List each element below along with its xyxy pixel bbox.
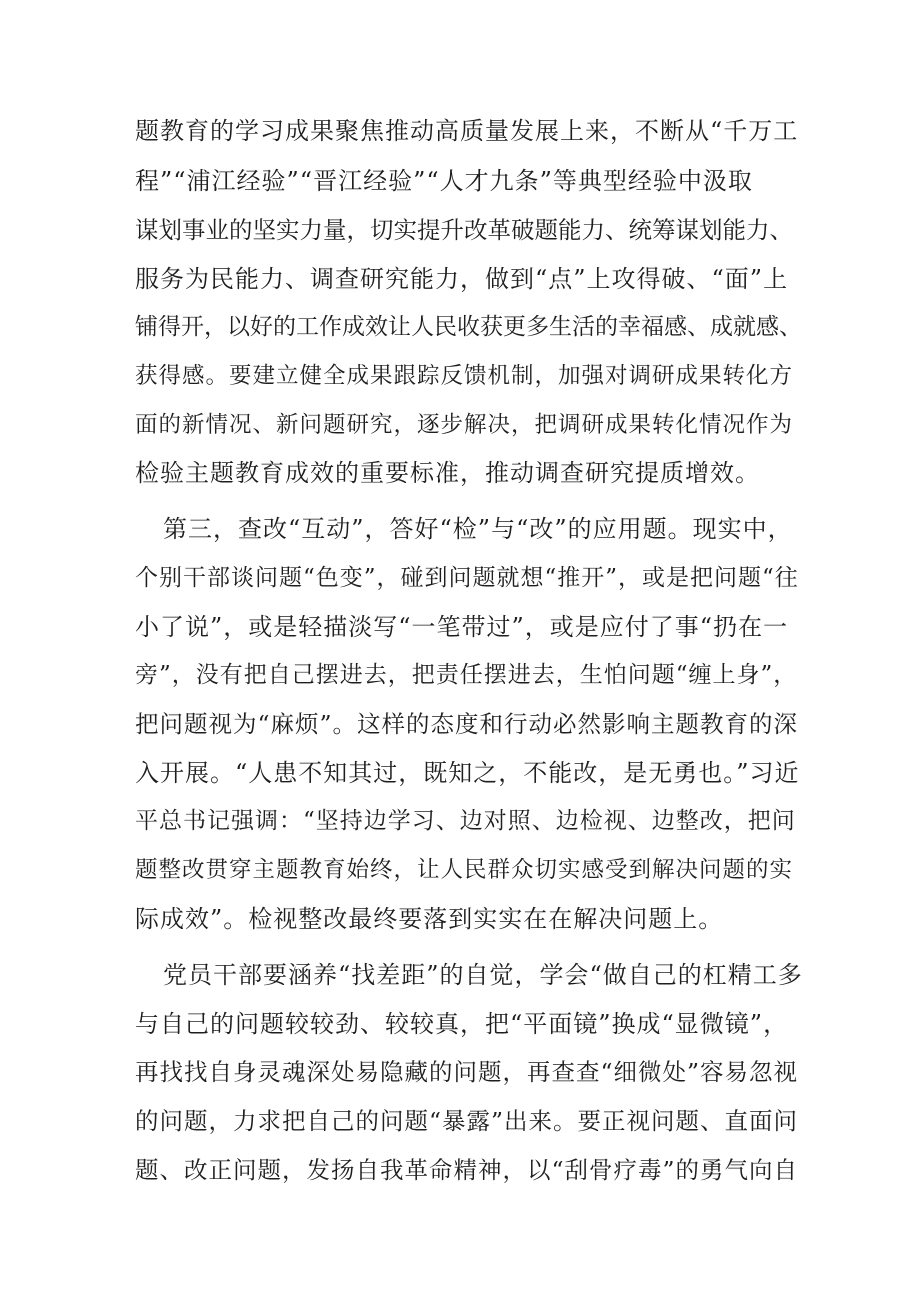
text-line: 与自己的问题较较劲、较较真，把“平面镜”换成“显微镜”，: [135, 1010, 789, 1038]
text-line: 谋划事业的坚实力量，切实提升改革破题能力、统筹谋划能力、: [135, 216, 793, 244]
text-line: 程”“浦江经验”“晋江经验”“人才九条”等典型经验中汲取: [135, 167, 753, 195]
text-line: 第三，查改“互动”，答好“检”与“改”的应用题。现实中，: [163, 515, 793, 543]
text-line: 题、改正问题，发扬自我革命精神，以“刮骨疗毒”的勇气向自: [135, 1156, 799, 1184]
text-line: 再找找自身灵魂深处易隐藏的问题，再查查“细微处”容易忽视: [135, 1058, 799, 1086]
text-line: 面的新情况、新问题研究，逐步解决，把调研成果转化情况作为: [135, 412, 794, 438]
text-line: 铺得开，以好的工作成效让人民收获更多生活的幸福感、成就感、: [135, 314, 802, 340]
text-line: 题整改贯穿主题教育始终，让人民群众切实感受到解决问题的实: [135, 857, 794, 883]
text-line: 服务为民能力、调查研究能力，做到“点”上攻得破、“面”上: [135, 265, 789, 293]
text-line: 党员干部要涵养“找差距”的自觉，学会“做自己的杠精工多: [163, 961, 803, 989]
text-line: 的问题，力求把自己的问题“暴露”出来。要正视问题、直面问: [135, 1107, 799, 1135]
text-line: 旁”，没有把自己摆进去，把责任摆进去，生怕问题“缠上身”，: [135, 662, 798, 688]
text-line: 个别干部谈问题“色变”，碰到问题就想“推开”，或是把问题“往: [135, 565, 799, 591]
text-line: 获得感。要建立健全成果跟踪反馈机制，加强对调研成果转化方: [135, 363, 794, 389]
text-line: 检验主题教育成效的重要标准，推动调查研究提质增效。: [135, 459, 760, 487]
text-line: 际成效”。检视整改最终要落到实实在在解决问题上。: [135, 905, 724, 933]
text-line: 平总书记强调：“坚持边学习、边对照、边检视、边整改，把问: [135, 808, 796, 834]
text-line: 把问题视为“麻烦”。这样的态度和行动必然影响主题教育的深: [135, 710, 799, 738]
text-line: 题教育的学习成果聚焦推动高质量发展上来，不断从“千万工: [135, 117, 799, 145]
text-line: 小了说”，或是轻描淡写“一笔带过”，或是应付了事“扔在一: [135, 613, 789, 641]
text-line: 入开展。“人患不知其过，既知之，不能改，是无勇也。”习近: [135, 759, 800, 787]
